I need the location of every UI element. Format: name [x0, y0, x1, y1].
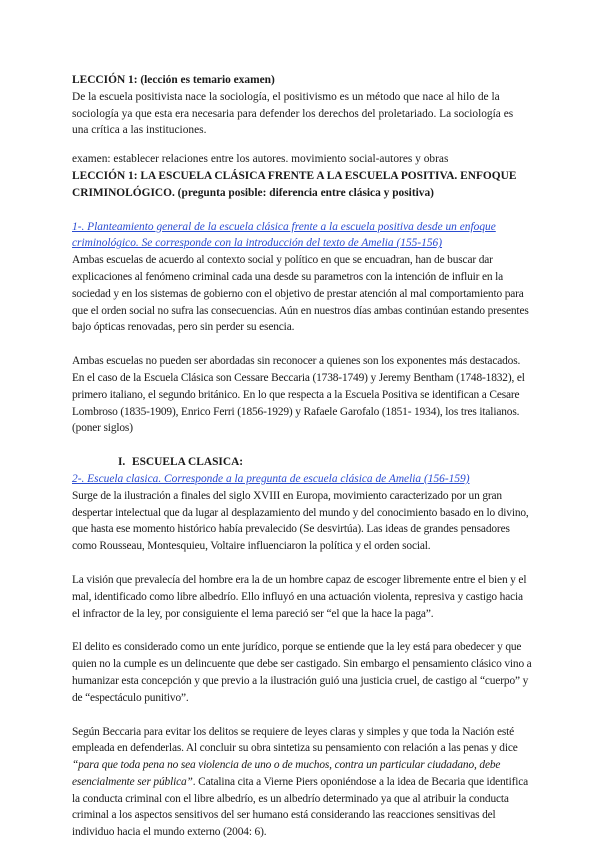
exam-note: examen: establecer relaciones entre los autores. movimiento social-autores y obras [72, 153, 449, 166]
section2-number: I. [118, 456, 126, 469]
section2-paragraph-3: El delito es considerado como un ente jurídico, porque se entiende que la ley está para obedecer y que quien no la cumple es un delincuente que debe ser castigado. Sin embargo el pensamiento clásico vino a humanizar esta concepción y que previo a la ilustración guió una justicia cruel, de castigo al “cuerpo” y de “espectáculo punitivo”. [72, 641, 532, 704]
beccaria-quote: “para que toda pena no sea violencia de uno o de muchos, contra un particular ciudadano, debe esencialmente ser pública” [72, 759, 501, 788]
lesson1-body: De la escuela positivista nace la sociología, el positivismo es un método que nace al hilo de la sociología ya que esta era necesaria para defender los derechos del proletariado. La sociología es una crítica a las instituciones. [72, 90, 514, 137]
section1-link[interactable]: 1-. Planteamiento general de la escuela clásica frente a la escuela positiva desde un enfoque criminológico. Se corresponde con la introducción del texto de Amelia (155-156) [72, 220, 496, 250]
section1-paragraph-2: Ambas escuelas no pueden ser abordadas sin reconocer a quienes son los exponentes más destacados. En el caso de la Escuela Clásica son Cessare Beccaria (1738-1749) y Jeremy Bentham (1748-1832), el primero italiano, el segundo británico. En lo que respecta a la Escuela Positiva se identifican a Cesare Lombroso (1835-1909), Enrico Ferri (1856-1929) y Rafaele Garofalo (1851- 1934), los tres italianos. (poner siglos) [72, 355, 525, 435]
section2-link[interactable]: 2-. Escuela clasica. Corresponde a la pregunta de escuela clásica de Amelia (156-159) [72, 472, 470, 485]
beccaria-text: Según Beccaria para evitar los delitos se requiere de leyes claras y simples y que toda la Nación esté empleada en defenderlas. Al concluir su obra sintetiza su pensamiento con relación a las penas y dice [72, 725, 518, 755]
beccaria-text-continued: . Catalina cita a Vierne Piers oponiéndose a la idea de Becaria que identifica la conducta criminal con el libre albedrío, es un albedrío determinado ya que al atribuir la conducta criminal a los aspectos sensitivos del ser humano está considerando las reacciones sensitivas del individuo hacia el mundo externo (2004: 6). [72, 775, 529, 839]
section2-heading [72, 454, 532, 471]
section2-title: ESCUELA CLASICA: [132, 456, 244, 469]
section2-paragraph-2: La visión que prevalecía del hombre era la de un hombre capaz de escoger libremente entre el bien y el mal, identificado como libre albedrío. Ello influyó en una actuación violenta, represiva y castigo hacia el infractor de la ley, por consiguiente el lema pareció ser “el que la hace la paga”. [72, 573, 527, 620]
document-page [72, 72, 532, 841]
lesson1b-heading: LECCIÓN 1: LA ESCUELA CLÁSICA FRENTE A LA ESCUELA POSITIVA. ENFOQUE CRIMINOLÓGICO. (pregunta posible: diferencia entre clásica y positiva) [72, 169, 517, 199]
lesson1-heading: LECCIÓN 1: (lección es temario examen) [72, 74, 275, 86]
section1-paragraph-1: Ambas escuelas de acuerdo al contexto social y político en que se encuadran, han de buscar dar explicaciones al fenómeno criminal cada una desde su parametros con la intención de influir en la sociedad y en los sistemas de gobierno con el objetivo de prestar atención al mal comportamiento para que el orden social no sufra las consecuencias. Aún en nuestros días ambas continúan estando presentes bajo ópticas renovadas, pero sin perder su esencia. [72, 254, 529, 334]
section2-paragraph-4 [72, 724, 532, 842]
section2-paragraph-1: Surge de la ilustración a finales del siglo XVIII en Europa, movimiento caracterizado por un gran despertar intelectual que da lugar al desplazamiento del mundo y del conocimiento basado en lo divino, que hasta ese momento histórico había prevalecido (Se desvirtúa). Las ideas de grandes pensadores como Rousseau, Montesquieu, Voltaire influenciaron la política y el orden social. [72, 489, 529, 553]
